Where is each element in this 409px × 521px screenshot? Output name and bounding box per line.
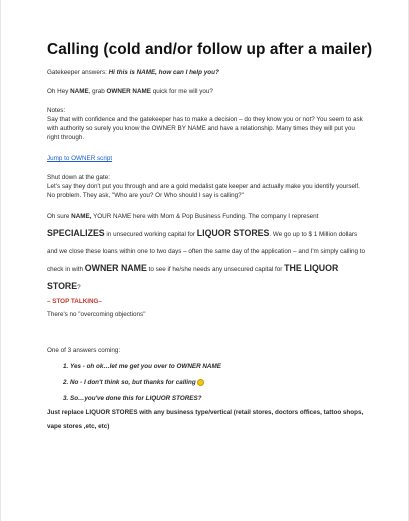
pitch-text-1: Oh sure [47, 213, 72, 220]
gate-label: Shut down at the gate: [47, 174, 111, 181]
answer-no: No - I don't think so, but thanks for calling [70, 379, 196, 386]
smiley-emoji-icon [197, 379, 204, 386]
notes-text: Say that with confidence and the gatekeeper has to make a decision – do they know you or not? You seem to ask with authority so surely you know the OWNER BY NAME and have a relationship. Many times they will put you right through. [47, 116, 363, 141]
gatekeeper-line [47, 68, 367, 77]
reply-text-a: Oh Hey [47, 88, 71, 95]
pitch-text-5: to see if he/she needs any unsecured capital for [146, 266, 285, 273]
pitch-text-6: ? [77, 284, 81, 291]
document-body [47, 40, 373, 434]
pitch-the-liquor-store: THE LIQUOR STORE [47, 263, 339, 291]
pitch-text-2: YOUR NAME here with Mom & Pop Business Funding. The company I represent [91, 213, 319, 220]
list-item [70, 394, 367, 403]
list-item [70, 362, 367, 371]
answers-list [47, 362, 367, 403]
no-objections: There's no "overcoming objections" [47, 311, 146, 318]
reply-text-b: , grab [88, 88, 107, 95]
replace-note: Just replace LIQUOR STORES with any business type/vertical (retail stores, doctors offices, tattoo shops, vape stores ,etc, etc) [47, 409, 364, 430]
pitch-owner-name: OWNER NAME [84, 263, 147, 273]
reply-name: NAME [70, 88, 89, 95]
answer-so: So…you've done this for LIQUOR STORES? [70, 395, 202, 402]
pitch-text-4: . We go up to $ 1 Million dollars and we close these loans within one to two days – often the same day of the application – and I'm simply calling to check in with [47, 231, 365, 273]
gate-text: Let's say they don't put you through and are a gold medalist gate keeper and actually make you identify yourself. No problem. They ask, "Who are you? Or Who should I say is calling?" [47, 183, 360, 199]
notes-label: Notes: [47, 107, 66, 114]
gatekeeper-label: Gatekeeper answers: [47, 69, 107, 76]
pitch-name: NAME, [71, 213, 92, 220]
jump-to-owner-link[interactable]: Jump to OWNER script [47, 155, 113, 162]
reply-text-c: quick for me will you? [150, 88, 213, 95]
reply-owner: OWNER NAME [106, 88, 151, 95]
pitch-text-3: in unsecured working capital for [104, 231, 197, 238]
pitch-paragraph [47, 208, 367, 296]
pitch-specializes: SPECIALIZES [47, 228, 105, 238]
list-item [70, 378, 367, 387]
answer-yes: Yes - oh ok…let me get you over to OWNER NAME [70, 363, 221, 370]
gatekeeper-quote: Hi this is NAME, how can I help you? [108, 69, 219, 76]
page-title: Calling (cold and/or follow up after a mailer) [47, 41, 373, 58]
reply-line [47, 87, 367, 96]
pitch-liquor-stores: LIQUOR STORES [196, 228, 270, 238]
stop-talking: – STOP TALKING– [47, 298, 102, 305]
answers-label: One of 3 answers coming: [47, 347, 121, 354]
